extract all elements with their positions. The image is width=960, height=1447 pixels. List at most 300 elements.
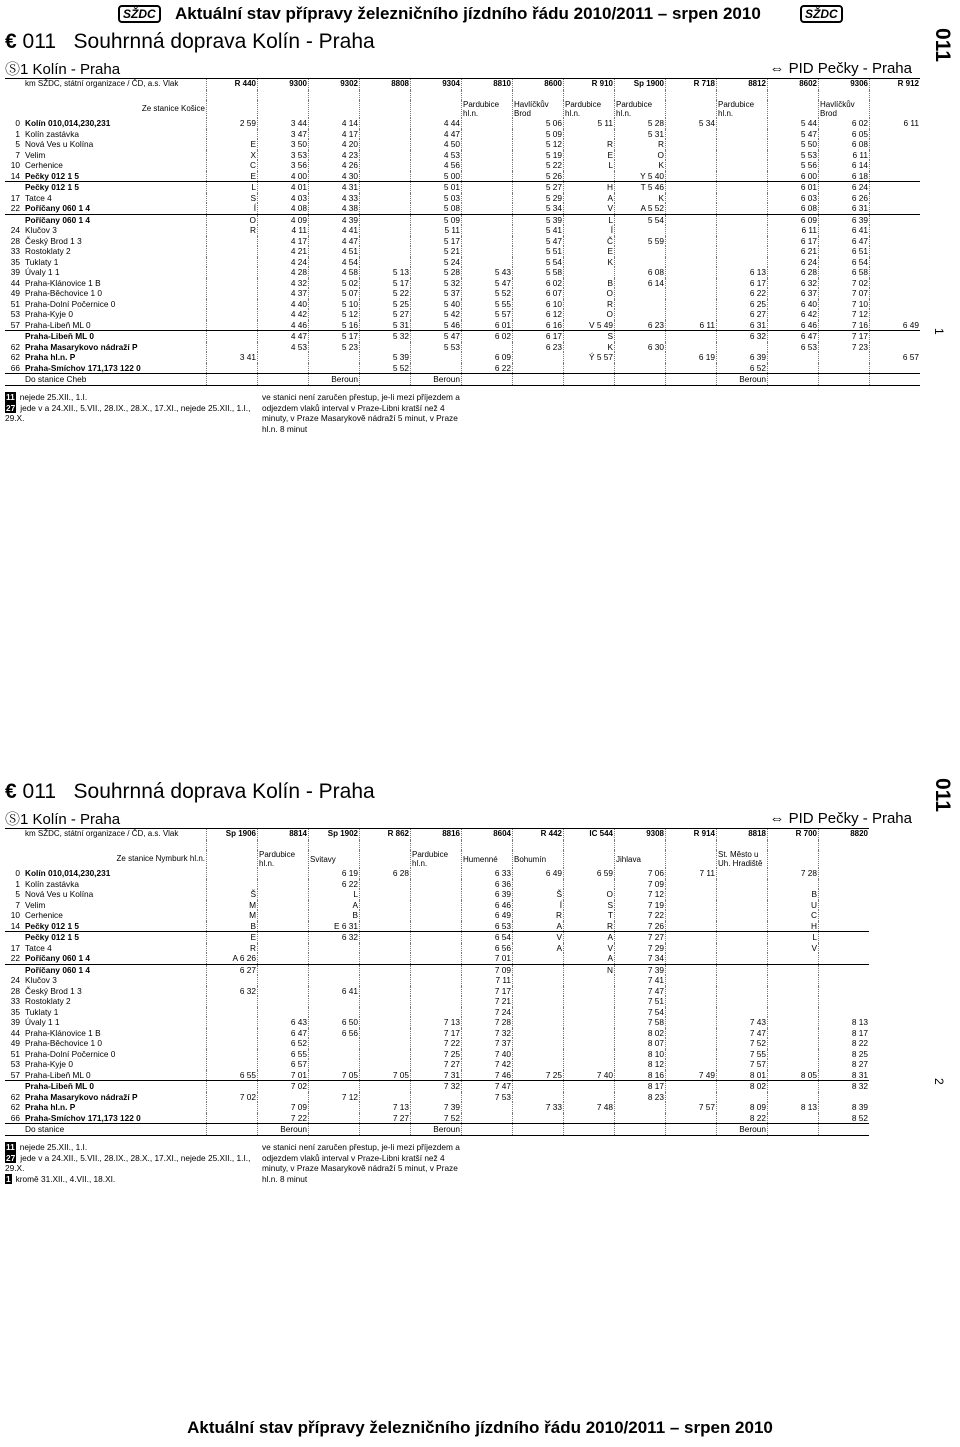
station-name: Klučov 3 <box>25 975 57 985</box>
time-cell <box>768 1092 819 1103</box>
time-cell: 4 26 <box>309 160 360 171</box>
page-number: 1 <box>932 328 946 335</box>
time-cell: 4 58 <box>309 267 360 278</box>
time-cell <box>207 1007 258 1018</box>
time-cell <box>666 1092 717 1103</box>
time-cell <box>207 331 258 342</box>
time-cell: 7 24 <box>462 1007 513 1018</box>
time-cell <box>666 1038 717 1049</box>
train-number: 8810 <box>462 79 513 90</box>
time-cell: K <box>564 257 615 268</box>
time-cell <box>564 374 615 385</box>
footnote <box>5 1174 255 1185</box>
time-cell <box>564 996 615 1007</box>
time-cell: 5 47 <box>513 236 564 247</box>
time-cell <box>258 374 309 385</box>
time-cell: 6 09 <box>462 352 513 363</box>
time-cell <box>666 288 717 299</box>
time-cell <box>564 267 615 278</box>
time-cell: S <box>564 331 615 342</box>
km-cell: 1 <box>15 128 20 139</box>
time-cell <box>513 879 564 890</box>
time-cell <box>411 943 462 954</box>
time-cell <box>819 889 870 900</box>
footnote-text: jede v a 24.XII., 5.VII., 28.IX., 28.X., 17.XI., nejede 25.XII., 1.I., 29.X. <box>5 1152 251 1173</box>
origin-station <box>411 100 462 118</box>
table-row <box>5 278 920 289</box>
time-cell <box>768 879 819 890</box>
time-cell: 7 52 <box>411 1113 462 1124</box>
train-number: R 440 <box>207 79 258 90</box>
time-cell: 8 22 <box>717 1113 768 1124</box>
time-cell: E <box>207 932 258 943</box>
table-row <box>5 932 869 943</box>
time-cell <box>564 975 615 986</box>
km-cell: 62 <box>10 1102 20 1112</box>
station-name: Praha-Běchovice 1 0 <box>25 1038 103 1048</box>
time-cell: 5 06 <box>513 118 564 129</box>
km-cell: 49 <box>10 1038 20 1048</box>
time-cell: 7 25 <box>513 1070 564 1081</box>
station-name: Cerhenice <box>25 910 63 920</box>
time-cell: 6 14 <box>615 278 666 289</box>
time-cell <box>870 150 921 161</box>
time-cell: 6 47 <box>819 236 870 247</box>
time-cell <box>258 889 309 900</box>
time-cell: 7 37 <box>462 1038 513 1049</box>
time-cell: 5 53 <box>768 150 819 161</box>
time-cell: 7 17 <box>462 986 513 997</box>
time-cell: 6 12 <box>513 309 564 320</box>
time-cell: 6 23 <box>513 342 564 353</box>
table-row <box>5 1081 869 1092</box>
time-cell <box>207 236 258 247</box>
km-cell <box>5 1081 24 1092</box>
footnote-text: kromě 31.XII., 4.VII., 18.XI. <box>15 1173 116 1184</box>
time-cell: 5 39 <box>513 214 564 225</box>
operator-label: km SŽDC, státní organizace / ČD, a.s. Vlak <box>25 79 179 88</box>
time-cell: 5 31 <box>360 320 411 331</box>
time-cell: 6 41 <box>309 986 360 997</box>
time-cell: L <box>207 182 258 193</box>
time-cell: K <box>615 193 666 204</box>
time-cell: 5 02 <box>309 278 360 289</box>
time-cell <box>870 363 921 374</box>
time-cell <box>309 1007 360 1018</box>
time-cell <box>717 986 768 997</box>
time-cell: 6 32 <box>717 331 768 342</box>
time-cell: 5 43 <box>462 267 513 278</box>
train-number: 8808 <box>360 79 411 90</box>
time-cell <box>666 160 717 171</box>
time-cell <box>462 1124 513 1135</box>
time-cell <box>207 1059 258 1070</box>
time-cell <box>717 139 768 150</box>
time-cell <box>768 1081 819 1092</box>
train-header-row <box>5 829 869 840</box>
time-cell <box>768 986 819 997</box>
time-cell <box>360 246 411 257</box>
time-cell <box>870 182 921 193</box>
pid-label: ⇔ PID Pečky - Praha <box>769 60 912 77</box>
time-cell <box>513 1124 564 1135</box>
time-cell <box>411 868 462 879</box>
table-row <box>5 203 920 214</box>
time-cell <box>717 225 768 236</box>
time-cell: Í <box>564 225 615 236</box>
time-cell <box>717 1092 768 1103</box>
time-cell <box>513 1017 564 1028</box>
time-cell: Beroun <box>258 1124 309 1135</box>
time-cell: 6 25 <box>717 299 768 310</box>
time-cell <box>258 900 309 911</box>
time-cell <box>717 193 768 204</box>
time-cell <box>462 129 513 140</box>
time-cell: A <box>564 932 615 943</box>
station-name: Do stanice <box>24 1124 207 1135</box>
time-cell: 5 10 <box>309 299 360 310</box>
time-cell <box>870 214 921 225</box>
origin-station: Bohumín <box>513 850 564 868</box>
km-cell: 66 <box>10 362 20 373</box>
km-cell <box>5 1124 24 1135</box>
time-cell: 7 09 <box>615 879 666 890</box>
time-cell <box>411 921 462 932</box>
time-cell <box>768 1007 819 1018</box>
time-cell <box>309 1081 360 1092</box>
time-cell: 4 50 <box>411 139 462 150</box>
time-cell <box>462 1102 513 1113</box>
time-cell <box>717 943 768 954</box>
time-cell: B <box>207 921 258 932</box>
time-cell: Beroun <box>411 374 462 385</box>
time-cell <box>666 331 717 342</box>
origin-station: Jihlava <box>615 850 666 868</box>
time-cell <box>870 278 921 289</box>
table-row <box>5 129 920 140</box>
train-number: R 700 <box>768 829 819 840</box>
double-arrow-icon: ⇔ <box>769 810 789 827</box>
time-cell: 5 53 <box>411 342 462 353</box>
station-name: Tatce 4 <box>25 942 52 953</box>
time-cell: 6 42 <box>768 309 819 320</box>
time-cell: 7 22 <box>615 910 666 921</box>
time-cell: 4 20 <box>309 139 360 150</box>
time-cell <box>819 910 870 921</box>
station-name: Pečky 012 1 5 <box>25 170 79 181</box>
time-cell <box>666 363 717 374</box>
time-cell: 7 10 <box>819 299 870 310</box>
time-cell <box>870 193 921 204</box>
table-row <box>5 1017 869 1028</box>
station-name: Kolín 010,014,230,231 <box>25 118 111 128</box>
time-cell: 6 02 <box>462 331 513 342</box>
time-cell <box>411 879 462 890</box>
time-cell <box>870 374 921 385</box>
time-cell: 8 32 <box>819 1081 870 1092</box>
time-cell: 6 55 <box>207 1070 258 1081</box>
train-header-row <box>5 79 920 90</box>
time-cell <box>666 246 717 257</box>
time-cell: 4 32 <box>258 278 309 289</box>
side-line-number: 011 <box>931 778 954 812</box>
station-name: Rostoklaty 2 <box>25 246 71 256</box>
time-cell <box>207 278 258 289</box>
time-cell <box>258 868 309 879</box>
operator-label: km SŽDC, státní organizace / ČD, a.s. Vlak <box>25 829 179 838</box>
time-cell <box>411 986 462 997</box>
time-cell: 5 37 <box>411 288 462 299</box>
time-cell <box>360 943 411 954</box>
time-cell: 6 07 <box>513 288 564 299</box>
time-cell <box>819 1007 870 1018</box>
euro-icon: € <box>5 30 23 53</box>
time-cell: 7 39 <box>411 1102 462 1113</box>
line-title: € 011 Souhrnná doprava Kolín - Praha <box>5 30 375 53</box>
origin-station: St. Město u Uh. Hradiště <box>717 850 768 868</box>
time-cell <box>360 1007 411 1018</box>
time-cell: 5 44 <box>768 118 819 129</box>
time-cell: 6 22 <box>309 879 360 890</box>
km-cell: 33 <box>10 246 20 256</box>
station-name: Praha-Běchovice 1 0 <box>25 288 103 298</box>
time-cell: 6 55 <box>258 1049 309 1060</box>
time-cell: R <box>513 910 564 921</box>
time-cell <box>870 267 921 278</box>
time-cell: 5 42 <box>411 309 462 320</box>
time-cell <box>666 193 717 204</box>
time-cell: 7 31 <box>411 1070 462 1081</box>
spacer-row <box>5 90 920 101</box>
time-cell: 8 16 <box>615 1070 666 1081</box>
km-cell: 62 <box>10 341 20 352</box>
time-cell <box>411 953 462 964</box>
km-cell: 1 <box>15 878 20 889</box>
time-cell: 7 02 <box>207 1092 258 1103</box>
time-cell: 7 13 <box>411 1017 462 1028</box>
time-cell <box>768 996 819 1007</box>
time-cell: 7 42 <box>462 1059 513 1070</box>
time-cell <box>513 1092 564 1103</box>
time-cell <box>615 246 666 257</box>
time-cell: 5 58 <box>513 267 564 278</box>
km-cell: 24 <box>10 975 20 985</box>
time-cell: 4 40 <box>258 299 309 310</box>
km-cell: 10 <box>10 160 20 170</box>
table-row <box>5 996 869 1007</box>
time-cell: 5 21 <box>411 246 462 257</box>
time-cell <box>309 1059 360 1070</box>
s-train-icon: Ⓢ <box>5 811 21 828</box>
time-cell: 6 37 <box>768 288 819 299</box>
time-cell <box>666 964 717 975</box>
station-name: Úvaly 1 1 <box>25 1017 60 1027</box>
time-cell: V <box>564 943 615 954</box>
time-cell: B <box>564 278 615 289</box>
time-cell: 6 47 <box>258 1028 309 1039</box>
time-cell: 2 59 <box>207 118 258 129</box>
time-cell: 5 47 <box>411 331 462 342</box>
transfer-note: ve stanici není zaručen přestup, je-li mezi příjezdem a odjezdem vlaků interval v Praze-Libni kratší než 4 minuty, v Praze Masarykově nádraží 5 minut, v Praze hl.n. 8 minut <box>262 1142 460 1184</box>
time-cell <box>360 374 411 385</box>
time-cell <box>666 267 717 278</box>
time-cell <box>207 996 258 1007</box>
time-cell: 4 17 <box>309 129 360 140</box>
station-name: Poříčany 060 1 4 <box>24 964 207 975</box>
time-cell <box>717 246 768 257</box>
footnote-text: jede v a 24.XII., 5.VII., 28.IX., 28.X., 17.XI., nejede 25.XII., 1.I., 29.X. <box>5 402 251 423</box>
time-cell <box>666 953 717 964</box>
time-cell: 4 47 <box>411 129 462 140</box>
time-cell: H <box>564 182 615 193</box>
time-cell: 7 26 <box>615 921 666 932</box>
time-cell: 7 12 <box>819 309 870 320</box>
origin-station: Pardubice hl.n. <box>411 850 462 868</box>
train-number: 8820 <box>819 829 870 840</box>
train-number: R 718 <box>666 79 717 90</box>
time-cell: 7 28 <box>768 868 819 879</box>
time-cell <box>360 996 411 1007</box>
time-cell: 6 03 <box>768 193 819 204</box>
time-cell: 7 47 <box>615 986 666 997</box>
train-number: R 912 <box>870 79 921 90</box>
pid-label: ⇔ PID Pečky - Praha <box>769 810 912 827</box>
km-cell: 57 <box>10 1069 20 1080</box>
time-cell <box>666 996 717 1007</box>
time-cell: L <box>564 160 615 171</box>
time-cell: 7 01 <box>258 1070 309 1081</box>
time-cell <box>666 309 717 320</box>
time-cell <box>819 879 870 890</box>
time-cell: 4 38 <box>309 203 360 214</box>
time-cell: 6 32 <box>309 932 360 943</box>
table-row <box>5 889 869 900</box>
time-cell: 7 49 <box>666 1070 717 1081</box>
time-cell: M <box>207 900 258 911</box>
time-cell: 3 47 <box>258 129 309 140</box>
time-cell: L <box>768 932 819 943</box>
time-cell: 5 19 <box>513 150 564 161</box>
time-cell <box>513 964 564 975</box>
km-cell: 57 <box>10 319 20 330</box>
time-cell: T 5 46 <box>615 182 666 193</box>
time-cell <box>615 363 666 374</box>
time-cell: 6 39 <box>819 214 870 225</box>
time-cell: 5 46 <box>411 320 462 331</box>
km-cell: 62 <box>10 1091 20 1102</box>
time-cell <box>207 1028 258 1039</box>
time-cell <box>564 171 615 182</box>
train-number: 8600 <box>513 79 564 90</box>
time-cell: U <box>768 900 819 911</box>
time-cell <box>717 996 768 1007</box>
train-number: 9308 <box>615 829 666 840</box>
time-cell: 4 51 <box>309 246 360 257</box>
table-row <box>5 1102 869 1113</box>
time-cell: 8 52 <box>819 1113 870 1124</box>
time-cell <box>666 1007 717 1018</box>
time-cell: 6 21 <box>768 246 819 257</box>
time-cell: 7 11 <box>462 975 513 986</box>
time-cell <box>462 160 513 171</box>
time-cell <box>207 363 258 374</box>
table-row <box>5 374 920 385</box>
footnotes <box>5 1142 255 1184</box>
table-row <box>5 1038 869 1049</box>
time-cell: M <box>207 910 258 921</box>
time-cell <box>870 203 921 214</box>
time-cell <box>768 964 819 975</box>
time-cell <box>258 975 309 986</box>
time-cell <box>207 1049 258 1060</box>
time-cell: 6 46 <box>768 320 819 331</box>
time-cell: 6 24 <box>768 257 819 268</box>
station-name: Praha-Klánovice 1 B <box>25 1027 101 1038</box>
page-number: 2 <box>932 1078 946 1085</box>
time-cell: 6 22 <box>717 288 768 299</box>
time-cell <box>564 879 615 890</box>
time-cell <box>870 288 921 299</box>
time-cell <box>819 868 870 879</box>
time-cell <box>819 943 870 954</box>
km-cell: 0 <box>15 118 20 128</box>
footnote-badge: 11 <box>6 392 15 402</box>
time-cell: 5 25 <box>360 299 411 310</box>
time-cell: E <box>207 171 258 182</box>
time-cell: 4 53 <box>411 150 462 161</box>
time-cell <box>207 868 258 879</box>
km-cell: 53 <box>10 309 20 319</box>
table-row <box>5 299 920 310</box>
time-cell <box>717 214 768 225</box>
origin-station <box>564 850 615 868</box>
time-cell <box>207 257 258 268</box>
time-cell: 6 11 <box>819 150 870 161</box>
station-name: Praha-Klánovice 1 B <box>25 277 101 288</box>
table-row <box>5 160 920 171</box>
time-cell: Y 5 40 <box>615 171 666 182</box>
time-cell <box>309 363 360 374</box>
table-row <box>5 139 920 150</box>
time-cell <box>462 1113 513 1124</box>
time-cell: 7 48 <box>564 1102 615 1113</box>
time-cell: 6 47 <box>768 331 819 342</box>
time-cell <box>462 171 513 182</box>
origin-station: Humenné <box>462 850 513 868</box>
time-cell <box>819 374 870 385</box>
time-cell: E <box>564 246 615 257</box>
table-row <box>5 288 920 299</box>
time-cell <box>717 868 768 879</box>
station-name: Praha-Libeň ML 0 <box>25 319 91 330</box>
origin-row <box>5 100 920 118</box>
time-cell: 4 00 <box>258 171 309 182</box>
time-cell: 4 41 <box>309 225 360 236</box>
time-cell: N <box>564 964 615 975</box>
time-cell: S <box>207 193 258 204</box>
time-cell <box>870 342 921 353</box>
time-cell: R <box>564 299 615 310</box>
time-cell <box>819 975 870 986</box>
time-cell: 8 39 <box>819 1102 870 1113</box>
time-cell <box>870 299 921 310</box>
time-cell <box>666 975 717 986</box>
time-cell <box>513 1113 564 1124</box>
time-cell: 6 24 <box>819 182 870 193</box>
time-cell: O <box>615 150 666 161</box>
time-cell: 7 55 <box>717 1049 768 1060</box>
time-cell <box>309 975 360 986</box>
